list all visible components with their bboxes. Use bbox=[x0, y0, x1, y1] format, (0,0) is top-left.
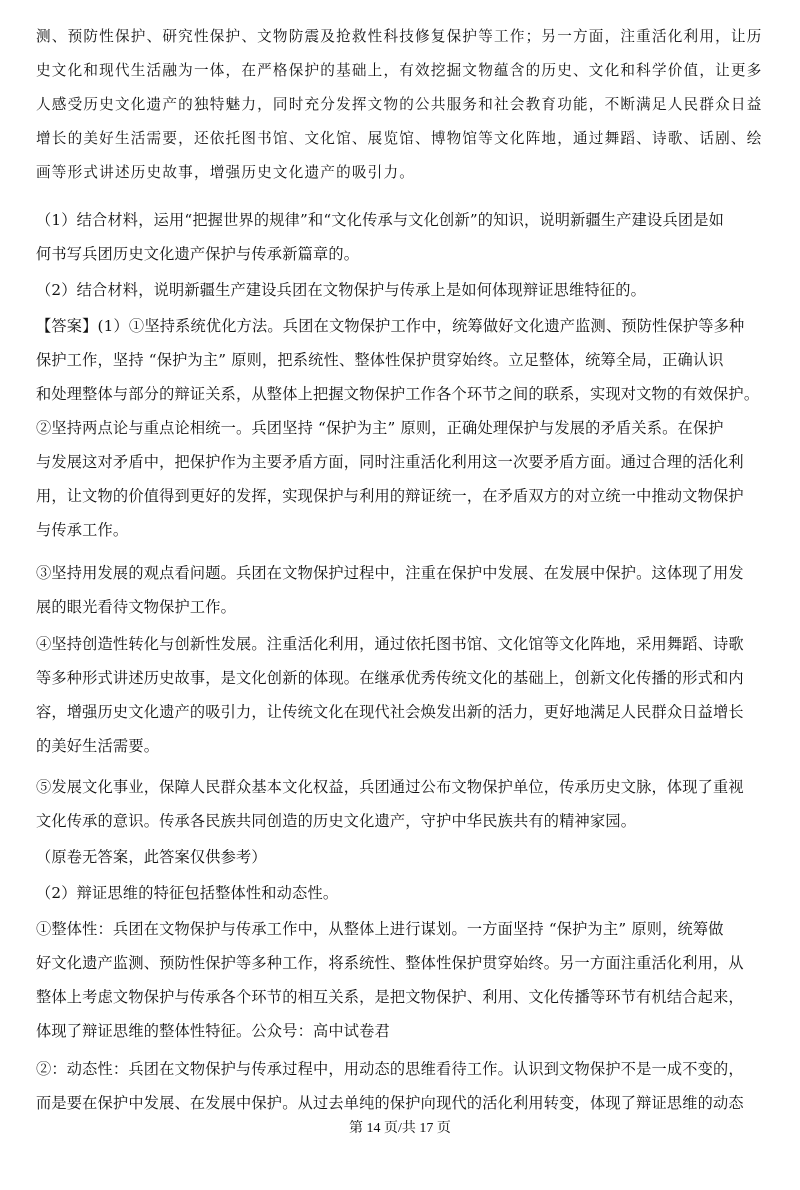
text-line: 等多种形式讲述历史故事，是文化创新的体现。在继承优秀传统文化的基础上，创新文化传播的形式和内 bbox=[36, 669, 744, 687]
text-line: 增长的美好生活需要，还依托图书馆、文化馆、展览馆、博物馆等文化阵地，通过舞蹈、诗歌、话剧、绘 bbox=[36, 130, 763, 147]
text-line: ④坚持创造性转化与创新性发展。注重活化利用，通过依托图书馆、文化馆等文化阵地，采用舞蹈、诗歌 bbox=[36, 635, 744, 653]
answer-2-intro bbox=[36, 876, 772, 910]
text-line: （原卷无答案，此答案仅供参考） bbox=[36, 848, 267, 866]
text-line: 画等形式讲述历史故事，增强历史文化遗产的吸引力。 bbox=[36, 164, 416, 181]
answer-note bbox=[36, 840, 772, 874]
text-line: 何书写兵团历史文化遗产保护与传承新篇章的。 bbox=[36, 245, 360, 263]
text-line: 好文化遗产监测、预防性保护等多种工作，将系统性、整体性保护贯穿始终。另一方面注重活化利用，从 bbox=[36, 954, 744, 972]
answer-1-point-4 bbox=[36, 627, 772, 763]
text-line: 整体上考虑文物保护与传承各个环节的相互关系，是把文物保护、利用、文化传播等环节有机结合起来， bbox=[36, 988, 744, 1006]
material-paragraph bbox=[36, 20, 772, 190]
text-line: （1）结合材料，运用“把握世界的规律”和“文化传承与文化创新”的知识，说明新疆生产建设兵团是如 bbox=[36, 211, 724, 229]
text-line: ⑤发展文化事业，保障人民群众基本文化权益，兵团通过公布文物保护单位，传承历史文脉，体现了重视 bbox=[36, 778, 744, 796]
answer-1-point-1 bbox=[36, 309, 772, 411]
text-line: 人感受历史文化遗产的独特魅力，同时充分发挥文物的公共服务和社会教育功能，不断满足人民群众日益 bbox=[36, 96, 763, 113]
answer-2-point-1 bbox=[36, 912, 772, 1048]
text-line: 而是要在保护中发展、在发展中保护。从过去单纯的保护向现代的活化利用转变，体现了辩证思维的动态 bbox=[36, 1094, 744, 1112]
question-2 bbox=[36, 273, 772, 307]
text-line: 测、预防性保护、研究性保护、文物防震及抢救性科技修复保护等工作；另一方面，注重活化利用，让历 bbox=[36, 28, 763, 45]
answer-1-point-5 bbox=[36, 770, 772, 838]
page-number: 第 14 页/共 17 页 bbox=[349, 1121, 451, 1136]
text-line: （2）结合材料，说明新疆生产建设兵团在文物保护与传承上是如何体现辩证思维特征的。 bbox=[36, 281, 646, 299]
text-line: 【答案】(1）①坚持系统优化方法。兵团在文物保护工作中，统筹做好文化遗产监测、预防性保护等多种 bbox=[36, 317, 745, 335]
text-line: ①整体性：兵团在文物保护与传承工作中，从整体上进行谋划。一方面坚持 “保护为主” 原则，统筹做 bbox=[36, 920, 724, 938]
text-line: 和处理整体与部分的辩证关系，从整体上把握文物保护工作各个环节之间的联系，实现对文物的有效保护。 bbox=[36, 385, 760, 403]
text-line: ②：动态性：兵团在文物保护与传承过程中，用动态的思维看待工作。认识到文物保护不是一成不变的， bbox=[36, 1060, 744, 1078]
text-line: ③坚持用发展的观点看问题。兵团在文物保护过程中，注重在保护中发展、在发展中保护。这体现了用发 bbox=[36, 564, 744, 582]
answer-1-point-2 bbox=[36, 411, 772, 547]
answer-1-point-3 bbox=[36, 556, 772, 624]
text-line: 用，让文物的价值得到更好的发挥，实现保护与利用的辩证统一，在矛盾双方的对立统一中推动文物保护 bbox=[36, 487, 744, 505]
question-1 bbox=[36, 203, 772, 271]
text-line: 与传承工作。 bbox=[36, 521, 129, 539]
text-line: 保护工作，坚持 “保护为主” 原则，把系统性、整体性保护贯穿始终。立足整体，统筹全局，正确认识 bbox=[36, 351, 724, 369]
text-line: （2）辩证思维的特征包括整体性和动态性。 bbox=[36, 884, 339, 902]
text-line: 展的眼光看待文物保护工作。 bbox=[36, 598, 237, 616]
text-line: 史文化和现代生活融为一体，在严格保护的基础上，有效挖掘文物蕴含的历史、文化和科学价值，让更多 bbox=[36, 62, 763, 79]
text-line: 容，增强历史文化遗产的吸引力，让传统文化在现代社会焕发出新的活力，更好地满足人民群众日益增长 bbox=[36, 703, 744, 721]
text-line: 体现了辩证思维的整体性特征。公众号：高中试卷君 bbox=[36, 1022, 390, 1040]
text-line: 文化传承的意识。传承各民族共同创造的历史文化遗产，守护中华民族共有的精神家园。 bbox=[36, 812, 637, 830]
text-line: 的美好生活需要。 bbox=[36, 737, 160, 755]
text-line: 与发展这对矛盾中，把保护作为主要矛盾方面，同时注重活化利用这一次要矛盾方面。通过合理的活化利 bbox=[36, 453, 744, 471]
answer-2-point-2 bbox=[36, 1052, 772, 1120]
text-line: ②坚持两点论与重点论相统一。兵团坚持 “保护为主” 原则，正确处理保护与发展的矛盾关系。在保护 bbox=[36, 419, 724, 437]
